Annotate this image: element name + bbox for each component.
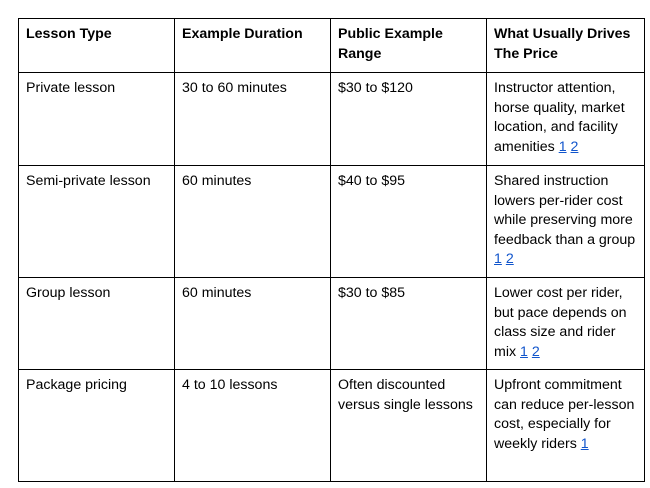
header-public-example-range: Public Example Range <box>331 19 487 73</box>
drivers-text: Lower cost per rider, but pace depends on class size and rider mix <box>494 285 627 360</box>
citation-link[interactable]: 2 <box>531 343 540 360</box>
cell-drivers <box>487 166 645 278</box>
cell-drivers <box>487 278 645 370</box>
citation-link[interactable]: 1 <box>494 251 502 267</box>
cell-range: $40 to $95 <box>331 166 487 278</box>
cell-lesson-type: Private lesson <box>19 73 175 166</box>
citation-link[interactable]: 1 <box>558 138 567 155</box>
header-price-drivers: What Usually Drives The Price <box>487 19 645 73</box>
table-row <box>19 166 645 278</box>
header-example-duration: Example Duration <box>175 19 331 73</box>
citation-link[interactable]: 2 <box>570 138 579 155</box>
drivers-text: Instructor attention, horse quality, market location, and facility amenities <box>494 80 625 155</box>
cell-drivers <box>487 73 645 166</box>
cell-duration: 4 to 10 lessons <box>175 370 331 482</box>
citation-link[interactable]: 1 <box>580 435 589 452</box>
cell-lesson-type: Group lesson <box>19 278 175 370</box>
cell-duration: 30 to 60 minutes <box>175 73 331 166</box>
lesson-pricing-table <box>18 18 645 482</box>
header-lesson-type: Lesson Type <box>19 19 175 73</box>
cell-drivers <box>487 370 645 482</box>
drivers-text: Upfront commitment can reduce per-lesson cost, especially for weekly riders <box>494 377 635 452</box>
drivers-text: Shared instruction lowers per-rider cost while preserving more feedback than a group <box>494 173 636 248</box>
table-row <box>19 370 645 482</box>
cell-duration: 60 minutes <box>175 166 331 278</box>
cell-range: $30 to $120 <box>331 73 487 166</box>
table-row <box>19 73 645 166</box>
cell-lesson-type: Package pricing <box>19 370 175 482</box>
cell-duration: 60 minutes <box>175 278 331 370</box>
cell-range: Often discounted versus single lessons <box>331 370 487 482</box>
table-header-row <box>19 19 645 73</box>
citation-link[interactable]: 1 <box>520 343 528 360</box>
cell-lesson-type: Semi-private lesson <box>19 166 175 278</box>
table-row <box>19 278 645 370</box>
citation-link[interactable]: 2 <box>505 251 514 267</box>
cell-range: $30 to $85 <box>331 278 487 370</box>
